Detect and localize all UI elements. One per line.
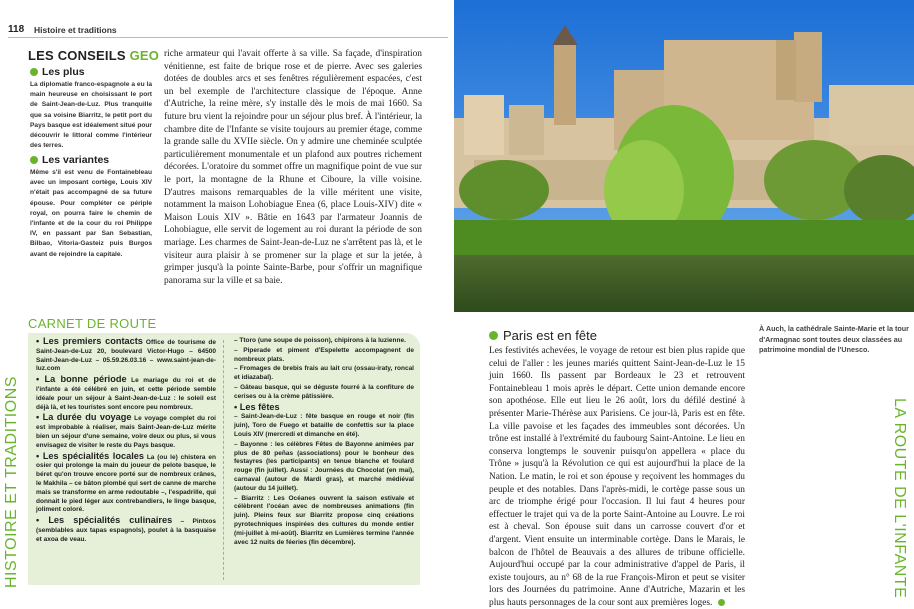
plus-title: Les plus [42, 66, 85, 78]
carnet-item-text: Le voyage complet du roi est improbable à réaliser, mais Saint-Jean-de-Luz mérite bien un séjour d'une semaine, voire deux ou plus, si vous envisagez de visiter le reste du Pays basque. [36, 415, 216, 449]
paris-text [489, 345, 745, 609]
side-label-left [3, 376, 25, 588]
carnet-item-head: La bonne période [44, 374, 127, 385]
carnet-item: • Les spécialités culinaires – Pintxos (semblables aux tapas espagnols), poulet à la basquaise et axoa de veau. [36, 515, 216, 543]
variantes-heading [30, 154, 109, 166]
carnet-item: – Gâteau basque, qui se déguste fourré à la confiture de cerises ou à la crème pâtissière. [234, 383, 414, 400]
carnet-item: • Les fêtes – Saint-Jean-de-Luz : fête basque en rouge et noir (fin juin), Toro de Fuego et bataille de confettis sur la place Louis XIV (mercredi et dimanche en été). [234, 401, 414, 438]
photo-illustration [454, 0, 914, 312]
running-header: Histoire et traditions [34, 25, 117, 35]
side-label-left-text: HISTOIRE ET TRADITIONS [3, 376, 20, 588]
carnet-item-head: Les spécialités culinaires [48, 515, 173, 526]
carnet-item: – Bayonne : les célèbres Fêtes de Bayonne animées par plus de 80 peñas (associations) pour le bonheur des festayres (les participants) en tenue blanche et foulard rouge (fin juillet). Aussi : Journées du Chocolat (en mai), carnaval (autour de Mardi gras), et marché médiéval (autour du 14 juillet). [234, 440, 414, 492]
side-label-right-text: LA ROUTE DE L'INFANTE [891, 398, 908, 599]
geo-brand: GEO [129, 48, 160, 63]
carnet-item-head: La durée du voyage [42, 412, 132, 423]
carnet-item: • Les premiers contacts Office de tourisme de Saint-Jean-de-Luz 20, boulevard Victor-Hugo – 64500 Saint-Jean-de-Luz – 05.59.26.03.16 – www.saint-jean-de-luz.com [36, 336, 216, 373]
bullet-dot-icon [30, 156, 38, 164]
carnet-title: CARNET DE ROUTE [28, 316, 157, 331]
side-label-right [886, 398, 910, 599]
carnet-item-text: Office de tourisme de Saint-Jean-de-Luz 20, boulevard Victor-Hugo – 64500 Saint-Jean-de-Luz – 05.59.26.03.16 – www.saint-jean-de-luz.com [36, 339, 216, 373]
carnet-item-text: Le mariage du roi et de l'infante a été célébré en juin, et cette période semble idéale pour un séjour à Saint-Jean-de-Luz : le soleil est déjà là, et les touristes sont encore peu nombreux. [36, 377, 216, 411]
end-mark-icon [718, 599, 725, 606]
variantes-text: Même s'il est venu de Fontainebleau avec un imposant cortège, Louis XIV n'était pas accompagné de sa future épouse. Pour compléter ce périple royal, on pourra faire le chemin de l'infante et de la cour du roi Philippe IV, en passant par San Sebastian, Bilbao, Vitoria-Gasteiz puis Burgos avant de rejoindre la capitale. [30, 169, 152, 258]
carnet-item-head: Les premiers contacts [42, 336, 143, 346]
carnet-item: • La durée du voyage Le voyage complet du roi est improbable à réaliser, mais Saint-Jean-de-Luz mérite bien un séjour d'une semaine, voire deux ou plus, si vous envisagez de visiter le reste du Pays basque. [36, 412, 216, 449]
header-rule [8, 37, 448, 38]
paris-heading [489, 328, 597, 343]
carnet-item: – Ttoro (une soupe de poisson), chipirons à la luzienne. [234, 337, 406, 344]
carnet-item: • La bonne période Le mariage du roi et de l'infante a été célébré en juin, et cette période semble idéale pour un séjour à Saint-Jean-de-Luz : le soleil est déjà là, et les touristes sont encore peu nombreux. [36, 374, 216, 411]
conseils-title-text: LES CONSEILS [28, 48, 126, 63]
carnet-divider [223, 340, 224, 580]
paris-title: Paris est en fête [503, 328, 597, 343]
carnet-item-head: Les fêtes [239, 401, 280, 412]
carnet-item: • Les spécialités locales La (ou le) chistera en osier qui prolonge la main du joueur de pelote basque, le béret qu'on trouve encore porté sur de nombreux crânes, le Makhila – ce bâton plombé qui sert de canne de marche mais se transforme en arme redoutable –, l'espadrille, qui donnait le pied léger aux contrebandiers, le linge basque, joliment coloré. [36, 450, 216, 514]
carnet-item-text: – Pintxos (semblables aux tapas espagnols), poulet à la basquaise et axoa de veau. [36, 518, 216, 543]
conseils-title [28, 48, 159, 63]
carnet-item: – Biarritz : Les Océanes ouvrent la saison estivale et célèbrent l'océan avec de nombreuses animations (fin juin). Pleins feux sur Biarritz propose cinq créations pyrotechniques inspirées des cultures du monde entier (mi-juillet à mi-août). Biarritz en Lumières termine l'année avec 12 nuits de féeries (fin décembre). [234, 494, 414, 546]
carnet-item: – Piperade et piment d'Espelette accompagnent de nombreux plats. [234, 346, 414, 363]
main-article-text: riche armateur qui l'avait offerte à sa ville. Sa façade, d'inspiration vénitienne, est faite de brique rose et de pierre. Avec ses galeries dotées de doubles arcs et ses fenêtres régulièrement espacées, c'est un bel exemple de l'architecture classique de l'époque. Anne d'Autriche, la reine mère, s'y installe dès le mois de mai 1660. Sa future bru vient la rejoindre pour un séjour plus bref. À l'intérieur, la chambre dite de l'Infante se visite toujours au premier étage, comme la grande salle du XVIIe siècle. On y admire une cheminée sculptée particulièrement monumentale et un plafond aux poutres richement décorées. L'oratoire du sommet offre un magnifique point de vue sur le port, la montagne de la Rhune et Ciboure, la ville voisine. D'autres maisons remarquables de la ville méritent une visite, notamment la maison Lohobiague Enea (6, place Louis-XIV) dite « Maison Louis XIV ». Bâtie en 1643 par l'armateur Joannis de Lohobiague, elle servit de logement au roi durant la période de son mariage. Les charmes de Saint-Jean-de-Luz ne s'arrêtent pas là, et le visiteur aura plaisir à se promener sur la plage et sur la jetée, à grimper jusqu'à la pointe Sainte-Barbe, pour s'offrir un magnifique panorama sur la ville et sa baie. [164, 49, 422, 286]
auch-cathedral-photo [454, 0, 914, 312]
carnet-column-1 [36, 337, 216, 546]
paris-body-text: Les festivités achevées, le voyage de retour est bien plus rapide que celui de l'aller : les jeunes mariés quittent Saint-Jean-de-Luz le 15 juin 1660. Ils passent par Bordeaux le 23 et retrouvent Fontainebleau 1 mois après le départ. Cette union demande encore son apothéose. Elle eut lieu le 26 août, lors du défilé destiné à présenter Marie-Thérèse aux Parisiens. Ce jour-là, Paris est en fête. La ville pavoise et les façades des immeubles sont décorées. Un trône est installé à l'extrémité du faubourg Saint-Antoine. Le lieu en conserva longtemps le souvenir puisqu'on appellera « place du Trône » jusqu'à la Révolution ce qui est aujourd'hui la place de la Nation. Le matin, le roi et son épouse y reçoivent les hommages du peuple et des notables. Dans l'après-midi, le cortège passe sous un arc de triomphe érigé pour l'occasion. Il lui faut 4 heures pour effectuer le trajet qui va de la porte Saint-Antoine au Louvre. Le roi est à cheval. Son épouse suit dans un carrosse couvert d'or et d'argent. Vient ensuite un interminable cortège. Dans le Marais, le balcon de l'hôtel de Beauvais a des allures de tribune officielle. Aujourd'hui occupé par la cour administrative d'appel de Paris, il existe toujours, au n° 68 de la rue François-Miron et peut se visiter lors des Journées du patrimoine. Anne d'Autriche, Mazarin et les plus hauts personnages de la cour sont aux premières loges. [489, 346, 745, 608]
carnet-item-head: Les spécialités locales [42, 450, 144, 461]
page-number: 118 [8, 24, 25, 35]
carnet-item-text: – Saint-Jean-de-Luz : fête basque en rouge et noir (fin juin), Toro de Fuego et bataille de confettis sur la place Louis XIV (mercredi et dimanche en été). [234, 413, 414, 438]
carnet-item-text: La (ou le) chistera en osier qui prolonge la main du joueur de pelote basque, le béret qu'on trouve encore porté sur de nombreux crânes, le Makhila – ce bâton plombé qui sert de canne de marche mais se transforme en arme redoutable –, l'espadrille, qui donnait le pied léger aux contrebandiers, le linge basque, joliment coloré. [36, 453, 216, 514]
carnet-column-2 [234, 337, 414, 548]
bullet-dot-icon [489, 331, 498, 340]
photo-caption: À Auch, la cathédrale Sainte-Marie et la tour d'Armagnac sont toutes deux classées au patrimoine mondial de l'Unesco. [759, 324, 909, 355]
bullet-dot-icon [30, 68, 38, 76]
carnet-item: – Fromages de brebis frais au lait cru (ossau-iraty, roncal et idiazabal). [234, 365, 414, 382]
variantes-title: Les variantes [42, 154, 110, 166]
plus-text: La diplomatie franco-espagnole a eu la main heureuse en choisissant le port de Saint-Jean-de-Luz. Plus tranquille que sa voisine Biarritz, le petit port du Pays basque est idéalement situé pour découvrir le littoral comme l'intérieur des terres. [30, 81, 152, 150]
plus-heading [30, 66, 85, 78]
